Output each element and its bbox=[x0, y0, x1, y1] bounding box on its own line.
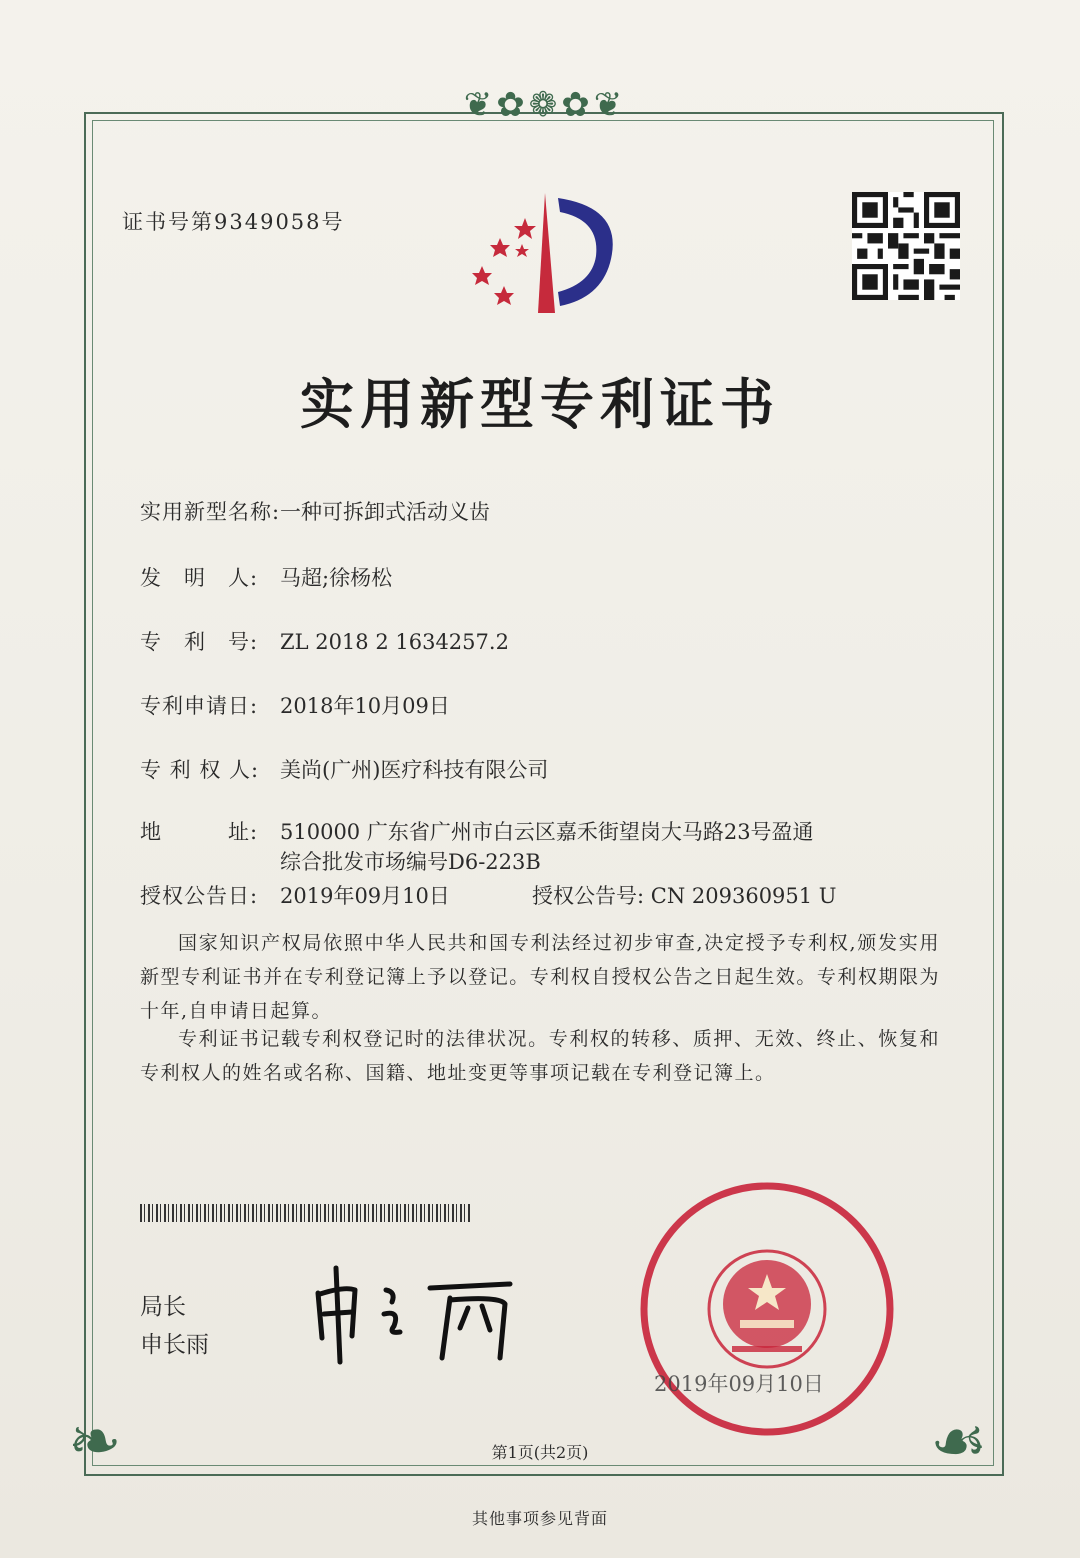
seal-date: 2019年09月10日 bbox=[654, 1372, 824, 1396]
field-grant-publication bbox=[532, 880, 837, 910]
address-line1: 510000 广东省广州市白云区嘉禾街望岗大马路23号盈通 bbox=[280, 820, 814, 844]
patent-number-value: ZL 2018 2 1634257.2 bbox=[280, 630, 509, 654]
bottom-right-ornament-icon: ☙ bbox=[930, 1405, 988, 1479]
grant-date-value: 2019年09月10日 bbox=[280, 884, 450, 908]
signature-icon bbox=[300, 1258, 540, 1368]
barcode-icon bbox=[140, 1204, 470, 1222]
address-line2: 综合批发市场编号D6-223B bbox=[280, 850, 541, 874]
field-patent-number bbox=[140, 626, 509, 656]
patent-number-label: 专 利 号: bbox=[140, 630, 259, 654]
field-utility-name bbox=[140, 496, 490, 526]
grant-publication-value: CN 209360951 U bbox=[650, 884, 837, 908]
director-title: 局长 bbox=[140, 1294, 186, 1320]
patentee-value: 美尚(广州)医疗科技有限公司 bbox=[280, 758, 549, 782]
application-date-label: 专利申请日: bbox=[140, 694, 259, 718]
field-patentee bbox=[140, 754, 548, 784]
certificate-number: 证书号第9349058号 bbox=[122, 210, 345, 234]
paragraph-grant-statement: 国家知识产权局依照中华人民共和国专利法经过初步审查,决定授予专利权,颁发实用新型专利证书并在专利登记簿上予以登记。专利权自授权公告之日起生效。专利权期限为十年,自申请日起算。 bbox=[140, 932, 940, 1022]
patentee-label: 专 利 权 人: bbox=[140, 758, 260, 782]
utility-name-value: 一种可拆卸式活动义齿 bbox=[280, 500, 490, 524]
grant-publication-label: 授权公告号: bbox=[532, 884, 645, 908]
cnipa-logo-icon bbox=[460, 188, 630, 318]
field-inventor bbox=[140, 562, 392, 592]
field-grant-date bbox=[140, 880, 450, 910]
official-seal-icon bbox=[636, 1178, 898, 1440]
address-label: 地 址: bbox=[140, 820, 259, 844]
inventor-label: 发 明 人: bbox=[140, 566, 259, 590]
utility-name-label: 实用新型名称: bbox=[140, 500, 281, 524]
field-application-date bbox=[140, 690, 450, 720]
application-date-value: 2018年10月09日 bbox=[280, 694, 450, 718]
certificate-title: 实用新型专利证书 bbox=[300, 373, 780, 436]
paragraph-legal-status: 专利证书记载专利权登记时的法律状况。专利权的转移、质押、无效、终止、恢复和专利权人的姓名或名称、国籍、地址变更等事项记载在专利登记簿上。 bbox=[140, 1028, 940, 1084]
bottom-left-ornament-icon: ❧ bbox=[68, 1405, 122, 1479]
qr-code-icon bbox=[852, 192, 960, 300]
inventor-value: 马超;徐杨松 bbox=[280, 566, 393, 590]
grant-date-label: 授权公告日: bbox=[140, 884, 259, 908]
footer-note: 其他事项参见背面 bbox=[471, 1509, 608, 1528]
field-address bbox=[140, 816, 814, 846]
director-name: 申长雨 bbox=[140, 1332, 209, 1358]
page-number: 第1页(共2页) bbox=[491, 1443, 589, 1462]
top-ornament-icon: ❦✿❁✿❦ bbox=[463, 85, 627, 125]
